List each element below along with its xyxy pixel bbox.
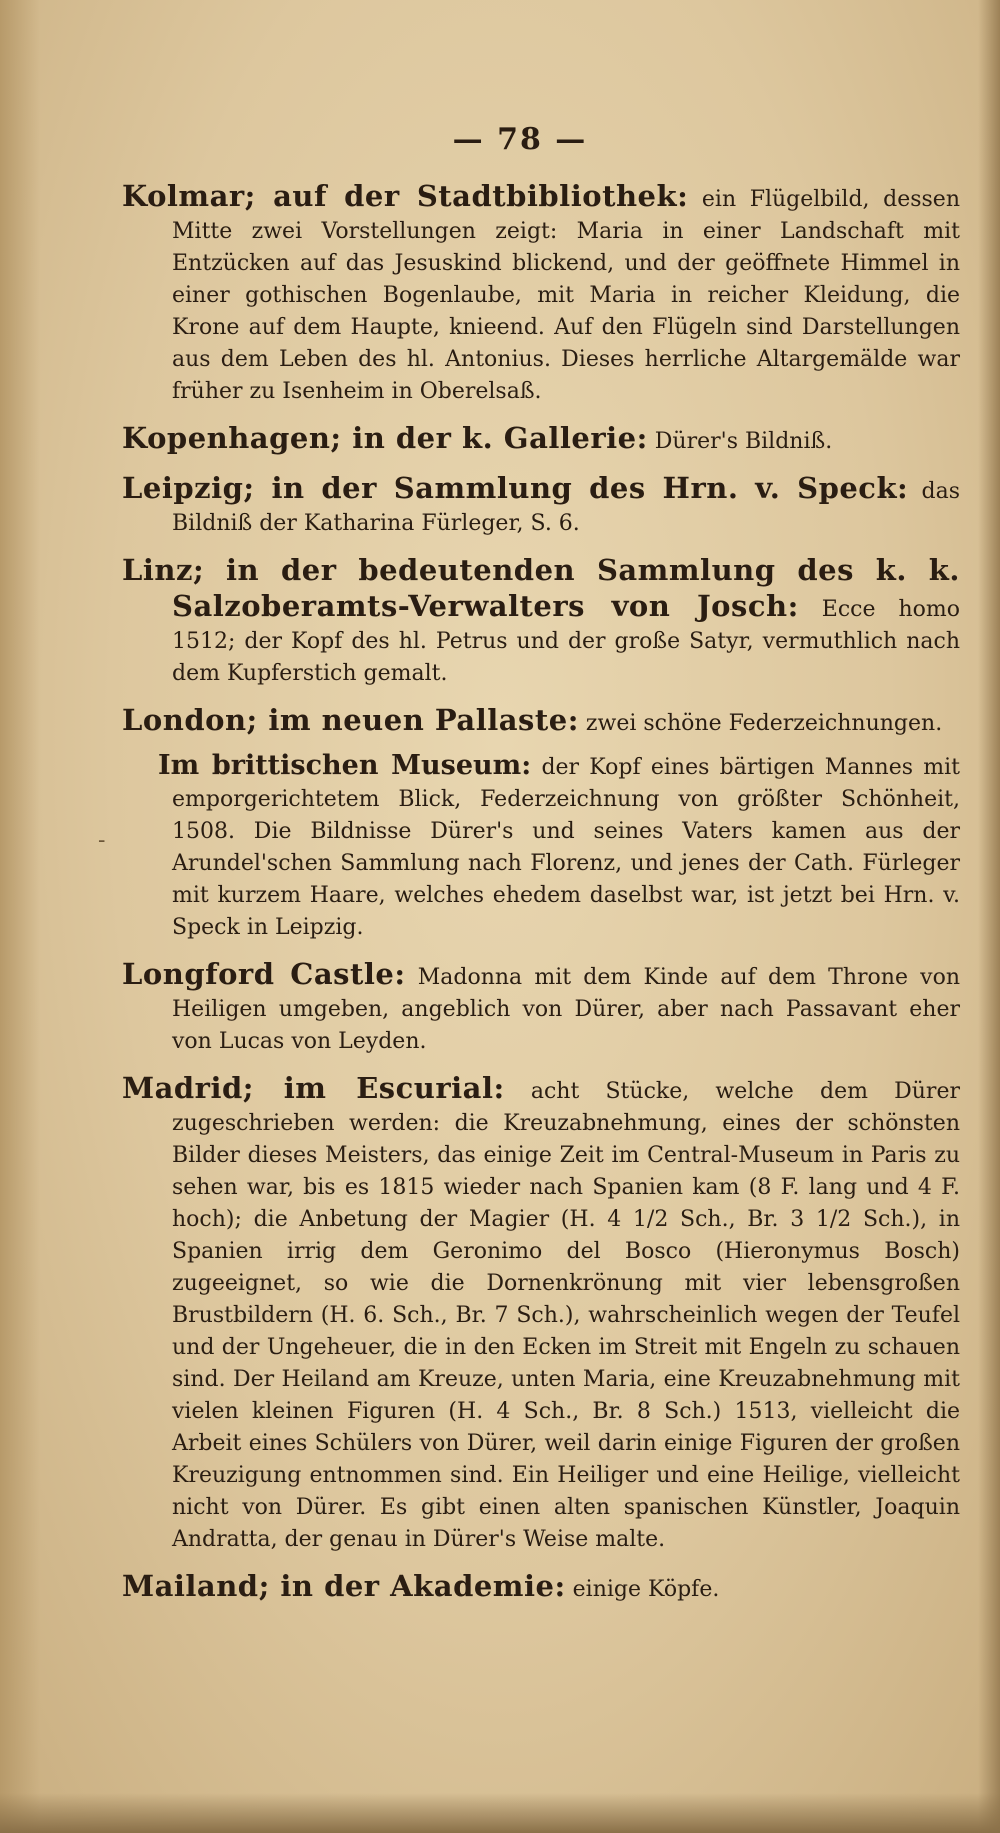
entry-body: Madonna mit dem Kinde auf dem Throne von Heiligen umgeben, angeblich von Dürer, aber nach Passavant eher von Lucas von Leyden. — [172, 965, 961, 1054]
entry-body: das Bildniß der Katharina Fürleger, S. 6. — [172, 479, 960, 536]
page-edge-right — [978, 0, 1000, 1833]
entry-heading: London; im neuen Pallaste: — [122, 703, 579, 737]
entry-madrid — [122, 1072, 960, 1556]
margin-mark: - — [98, 828, 106, 853]
entry-kolmar — [122, 180, 960, 408]
entry-longford-castle — [122, 958, 960, 1058]
entry-body: Dürer's Bildniß. — [647, 429, 833, 454]
sub-entry-heading: Im brittischen Museum: — [158, 750, 532, 781]
entry-heading: Longford Castle: — [122, 957, 406, 991]
entry-heading: Madrid; im Escurial: — [122, 1071, 505, 1105]
entry-heading: Leipzig; in der Sammlung des Hrn. v. Speck: — [122, 471, 909, 505]
page-edge-left — [0, 0, 40, 1833]
entry-heading: Kolmar; auf der Stadtbibliothek: — [122, 179, 689, 213]
entry-heading: Linz; in der bedeutenden Sammlung des k. k. Salzoberamts-Verwalters von Josch: — [122, 553, 960, 623]
entry-linz — [122, 554, 960, 690]
entry-body: acht Stücke, welche dem Dürer zugeschrieben werden: die Kreuzabnehmung, eines der schönsten Bilder dieses Meisters, das einige Zeit im Central-Museum in Paris zu sehen war, bis es 1815 wieder nach Spanien kam (8 F. lang und 4 F. hoch); die Anbetung der Magier (H. 4 1/2 Sch., Br. 3 1/2 Sch.), in Spanien irrig dem Geronimo del Bosco (Hieronymus Bosch) zugeeignet, so wie die Dornenkrönung mit vier lebensgroßen Brustbildern (H. 6. Sch., Br. 7 Sch.), wahrscheinlich wegen der Teufel und der Ungeheuer, die in den Ecken im Streit mit Engeln zu schauen sind. Der Heiland am Kreuze, unten Maria, eine Kreuzabnehmung mit vielen kleinen Figuren (H. 4 Sch., Br. 8 Sch.) 1513, vielleicht die Arbeit eines Schülers von Dürer, weil darin einige Figuren der großen Kreuzigung entnommen sind. Ein Heiliger und eine Heilige, vielleicht nicht von Dürer. Es gibt einen alten spanischen Künstler, Joaquin Andratta, der genau in Dürer's Weise malte. — [172, 1079, 960, 1552]
page-number: — 78 — — [452, 122, 588, 157]
entry-body: zwei schöne Federzeichnungen. — [578, 711, 943, 736]
entry-kopenhagen — [122, 422, 960, 458]
entry-body: Ecce homo 1512; der Kopf des hl. Petrus und der große Satyr, vermuthlich nach dem Kupferstich gemalt. — [172, 597, 960, 686]
sub-entry-body: der Kopf eines bärtigen Mannes mit emporgerichtetem Blick, Federzeichnung von größter Schönheit, 1508. Die Bildnisse Dürer's und seines Vaters kamen aus der Arundel'schen Sammlung nach Florenz, und jenes der Cath. Fürleger mit kurzem Haare, welches ehedem daselbst war, ist jetzt bei Hrn. v. Speck in Leipzig. — [172, 755, 960, 940]
entry-mailand — [122, 1570, 960, 1606]
entry-london — [122, 704, 960, 944]
entry-heading: Mailand; in der Akademie: — [122, 1569, 566, 1603]
entry-leipzig — [122, 472, 960, 540]
page-edge-bottom — [0, 1793, 1000, 1833]
entry-london-british-museum — [122, 750, 960, 944]
entry-body: einige Köpfe. — [565, 1577, 720, 1602]
page-content — [122, 180, 960, 1620]
entry-body: ein Flügelbild, dessen Mitte zwei Vorstellungen zeigt: Maria in einer Landschaft mit Entzücken auf das Jesuskind blickend, und der geöffnete Himmel in einer gothischen Bogenlaube, mit Maria in reicher Kleidung, die Krone auf dem Haupte, knieend. Auf den Flügeln sind Darstellungen aus dem Leben des hl. Antonius. Dieses herrliche Altargemälde war früher zu Isenheim in Oberelsaß. — [172, 187, 960, 404]
entry-heading: Kopenhagen; in der k. Gallerie: — [122, 421, 648, 455]
